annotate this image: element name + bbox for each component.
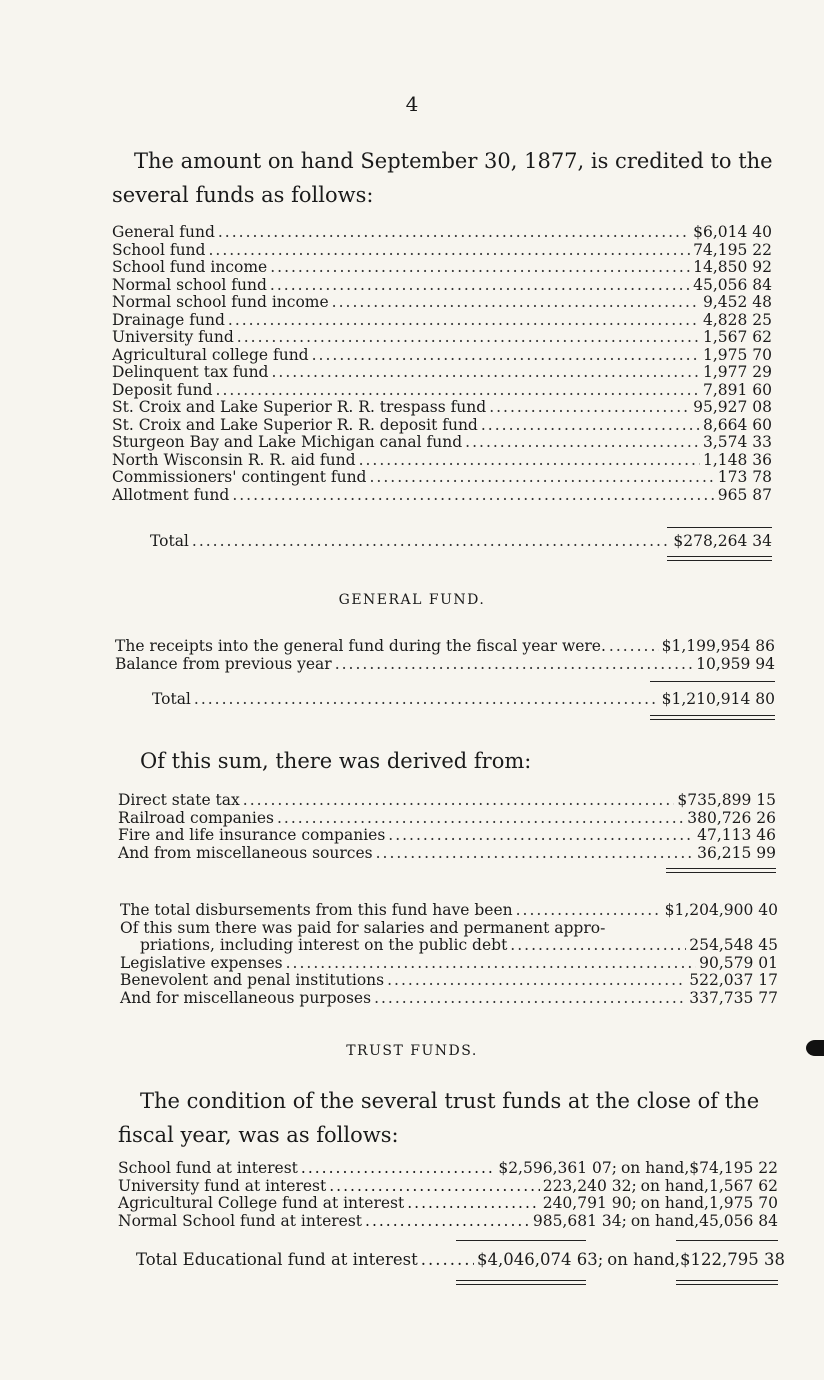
derived-double-rule-bottom (666, 872, 776, 873)
trust-fund-hand: 45,056 84 (699, 1211, 778, 1230)
salaries-line-1: Of this sum there was paid for salaries and permanent appro- (120, 918, 606, 937)
general-fund-subtotal-rule (650, 681, 775, 682)
fund-label: School fund income (112, 258, 268, 276)
trust-fund-note: on hand, (640, 1194, 709, 1212)
fund-label: University fund (112, 328, 234, 346)
derived-label: Fire and life insurance companies (118, 826, 386, 844)
fund-amount: 14,850 92 (693, 258, 772, 276)
trust-fund-note: on hand, (630, 1211, 700, 1230)
trust-fund-hand: 1,567 62 (708, 1176, 778, 1195)
fund-row (112, 469, 772, 487)
fund-row (112, 399, 772, 417)
fund-amount: $6,014 40 (693, 223, 772, 241)
fund-label: General fund (112, 223, 215, 241)
trust-hand-subtotal-rule (676, 1240, 778, 1241)
trust-interest-double-rule-bottom (456, 1284, 586, 1285)
derived-row (118, 827, 776, 845)
derived-row (118, 792, 776, 810)
salaries-line-2-label: priations, including interest on the public debt (140, 936, 508, 954)
disbursement-amount: 337,735 77 (689, 988, 778, 1007)
fund-label: Normal school fund income (112, 293, 329, 311)
fund-amount: 1,975 70 (702, 345, 772, 364)
trust-fund-note: on hand, (640, 1176, 709, 1195)
fund-amount: 9,452 48 (702, 293, 772, 311)
fund-amount: 95,927 08 (693, 398, 772, 416)
trust-total-note: on hand, (607, 1250, 680, 1269)
disbursements-ledger (120, 902, 778, 1007)
trust-fund-label: University fund at interest (118, 1176, 327, 1195)
disbursement-row (120, 955, 778, 973)
fund-amount: 1,567 62 (702, 328, 772, 346)
fund-row (112, 224, 772, 242)
trust-funds-total (136, 1248, 785, 1272)
trust-fund-label: Normal School fund at interest (118, 1211, 363, 1230)
trust-fund-row (118, 1160, 778, 1178)
derived-amount: 380,726 26 (687, 808, 776, 827)
disbursement-amount: 90,579 01 (699, 953, 778, 972)
trust-fund-row (118, 1178, 778, 1196)
general-fund-row (115, 656, 775, 674)
page-number: 4 (405, 92, 419, 116)
derived-amount: $735,899 15 (677, 791, 776, 809)
fund-label: Drainage fund (112, 310, 225, 329)
trust-fund-interest: $2,596,361 07; (498, 1159, 617, 1177)
disbursements-total-amount: $1,204,900 40 (664, 901, 778, 919)
fund-label: Normal school fund (112, 275, 267, 294)
fund-label: Delinquent tax fund (112, 363, 269, 381)
trust-fund-interest: 240,791 90; (542, 1194, 637, 1212)
funds-intro: The amount on hand September 30, 1877, is credited to the several funds as follows: (112, 149, 773, 207)
fund-row (112, 417, 772, 435)
fund-amount: 74,195 22 (693, 240, 772, 259)
fund-amount: 7,891 60 (702, 380, 772, 399)
general-fund-row (115, 638, 775, 656)
fund-row (112, 382, 772, 400)
trust-total-hand: $122,795 38 (680, 1250, 785, 1269)
general-fund-double-rule-bottom (650, 719, 775, 720)
funds-total (150, 530, 772, 552)
funds-total-double-rule-bottom (667, 560, 772, 561)
fund-row (112, 277, 772, 295)
fund-row (112, 242, 772, 260)
trust-funds-intro: The condition of the several trust funds at the close of the fiscal year, was as follows: (118, 1089, 760, 1147)
general-fund-total-label: Total (152, 690, 191, 708)
general-fund-amount: 10,959 94 (696, 654, 775, 673)
trust-hand-double-rule-top (676, 1280, 778, 1281)
fund-amount: 4,828 25 (702, 310, 772, 329)
general-fund-ledger (115, 638, 775, 673)
funds-total-amount: $278,264 34 (673, 532, 772, 550)
derived-amount: 36,215 99 (697, 843, 776, 862)
fund-row (112, 312, 772, 330)
general-fund-amount: $1,199,954 86 (661, 637, 775, 655)
fund-row (112, 452, 772, 470)
derived-intro: Of this sum, there was derived from: (140, 749, 532, 773)
derived-ledger (118, 792, 776, 862)
fund-amount: 173 78 (717, 468, 772, 486)
fund-amount: 1,148 36 (702, 450, 772, 469)
funds-subtotal-rule (667, 527, 772, 528)
trust-funds-ledger (118, 1160, 778, 1230)
fund-label: Agricultural college fund (112, 345, 309, 364)
general-fund-heading: GENERAL FUND. (338, 592, 486, 608)
fund-row (112, 434, 772, 452)
disbursement-amount: 522,037 17 (689, 971, 778, 989)
derived-label: Direct state tax (118, 791, 240, 809)
trust-fund-hand: $74,195 22 (689, 1159, 778, 1177)
trust-total-label: Total Educational fund at interest (136, 1250, 418, 1269)
fund-row (112, 329, 772, 347)
fund-amount: 8,664 60 (702, 415, 772, 434)
general-fund-double-rule-top (650, 715, 775, 716)
fund-row (112, 347, 772, 365)
fund-label: St. Croix and Lake Superior R. R. deposit fund (112, 415, 478, 434)
derived-double-rule-top (666, 868, 776, 869)
trust-interest-subtotal-rule (456, 1240, 586, 1241)
fund-label: St. Croix and Lake Superior R. R. trespass fund (112, 398, 487, 416)
general-fund-label: The receipts into the general fund during the fiscal year were. (115, 637, 606, 655)
general-fund-total (152, 688, 775, 710)
derived-label: And from miscellaneous sources (118, 843, 373, 862)
trust-hand-double-rule-bottom (676, 1284, 778, 1285)
derived-label: Railroad companies (118, 808, 274, 827)
fund-label: Deposit fund (112, 380, 213, 399)
trust-fund-label: Agricultural College fund at interest (118, 1194, 405, 1212)
disbursement-label: Benevolent and penal institutions (120, 971, 385, 989)
fund-amount: 965 87 (717, 485, 772, 504)
derived-row (118, 810, 776, 828)
trust-fund-hand: 1,975 70 (708, 1194, 778, 1212)
fund-row (112, 259, 772, 277)
fund-amount: 3,574 33 (702, 433, 772, 451)
fund-label: Commissioners' contingent fund (112, 468, 367, 486)
disbursement-label: And for miscellaneous purposes (120, 988, 372, 1007)
disbursements-total-label: The total disbursements from this fund have been (120, 901, 513, 919)
funds-ledger (112, 224, 772, 504)
fund-amount: 1,977 29 (702, 363, 772, 381)
fund-label: Sturgeon Bay and Lake Michigan canal fund (112, 433, 463, 451)
derived-amount: 47,113 46 (697, 826, 776, 844)
trust-fund-interest: 223,240 32; (542, 1176, 637, 1195)
trust-fund-note: on hand, (620, 1159, 690, 1177)
fund-label: Allotment fund (112, 485, 230, 504)
fund-row (112, 364, 772, 382)
trust-total-interest: $4,046,074 63; (477, 1250, 604, 1269)
fund-label: School fund (112, 240, 206, 259)
trust-fund-interest: 985,681 34; (532, 1211, 627, 1230)
general-fund-total-amount: $1,210,914 80 (661, 690, 775, 708)
fund-row (112, 294, 772, 312)
margin-mark (806, 1040, 824, 1056)
trust-fund-row (118, 1195, 778, 1213)
disbursement-row (120, 972, 778, 990)
disbursement-label: Legislative expenses (120, 953, 283, 972)
salaries-line-2-amount: 254,548 45 (689, 936, 778, 954)
derived-row (118, 845, 776, 863)
trust-fund-row (118, 1213, 778, 1231)
general-fund-label: Balance from previous year (115, 654, 332, 673)
funds-total-double-rule-top (667, 556, 772, 557)
trust-funds-heading: TRUST FUNDS. (346, 1043, 478, 1059)
trust-interest-double-rule-top (456, 1280, 586, 1281)
funds-total-label: Total (150, 532, 189, 550)
fund-label: North Wisconsin R. R. aid fund (112, 450, 356, 469)
fund-row (112, 487, 772, 505)
fund-amount: 45,056 84 (693, 275, 772, 294)
disbursement-row (120, 990, 778, 1008)
trust-fund-label: School fund at interest (118, 1159, 298, 1177)
